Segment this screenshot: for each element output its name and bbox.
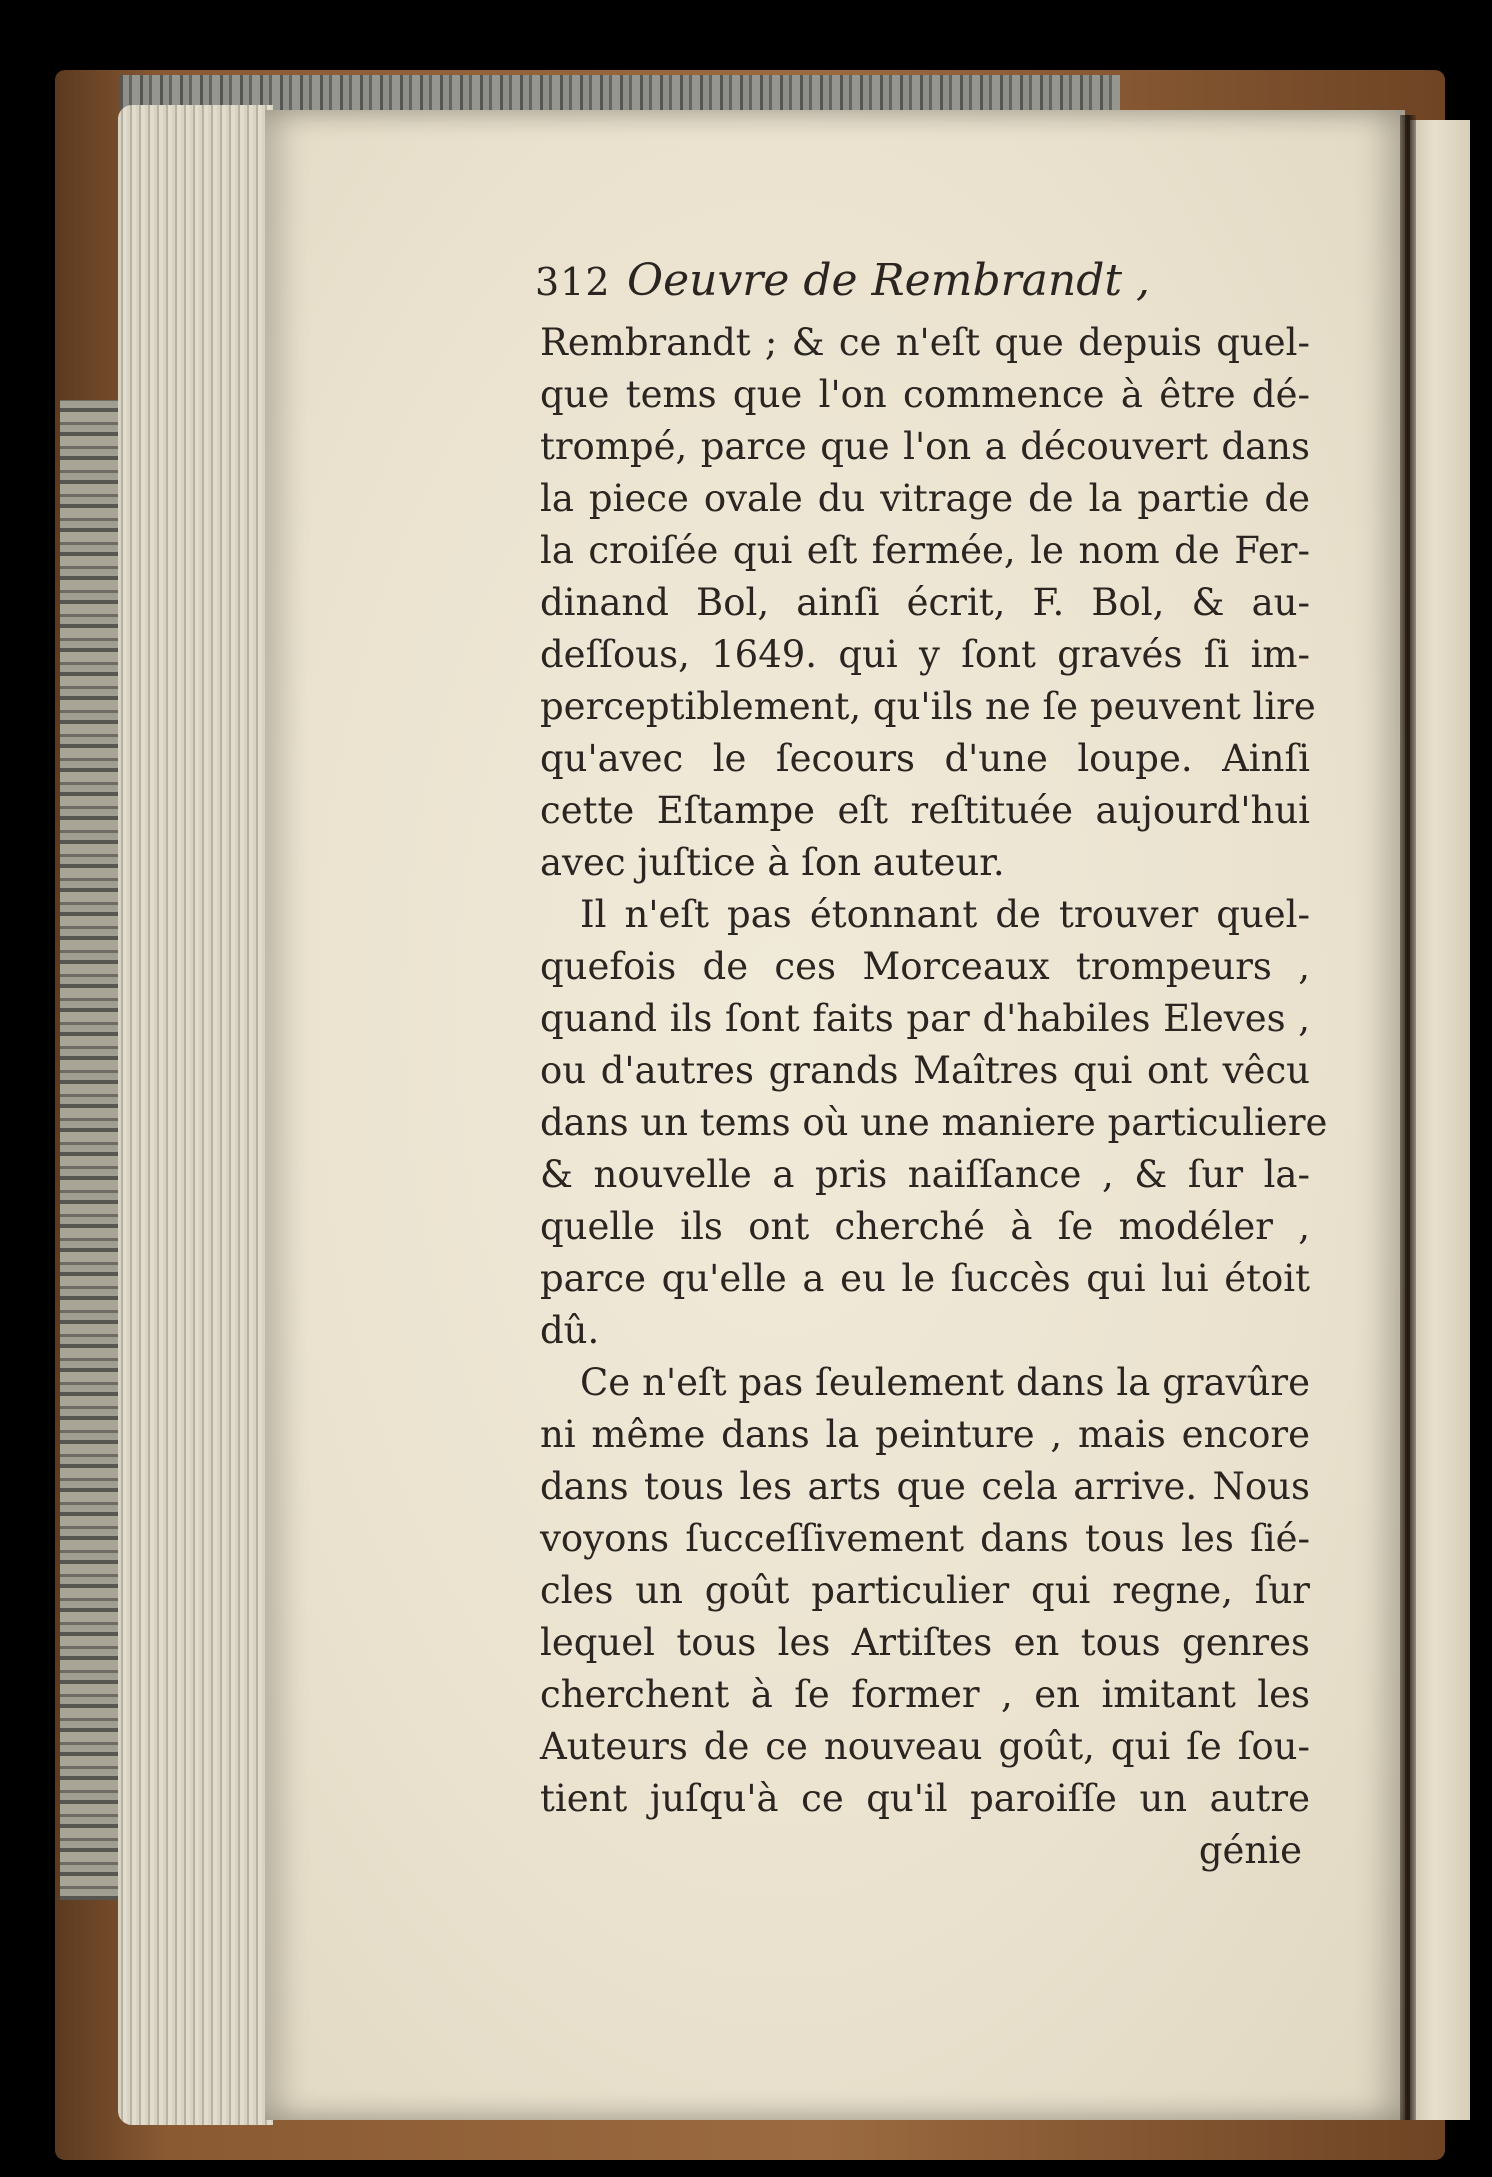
text-line: la croiſée qui eſt fermée, le nom de Fer- <box>540 529 1310 572</box>
text-line: dû. <box>540 1309 600 1352</box>
speckled-fore-edge <box>60 400 120 1900</box>
text-line: quelle ils ont cherché à ſe modéler , <box>540 1205 1310 1248</box>
text-line: qu'avec le ſecours d'une loupe. Ainſi <box>540 737 1310 780</box>
text-line: trompé, parce que l'on a découvert dans <box>540 425 1310 468</box>
text-line: cles un goût particulier qui regne, ſur <box>540 1569 1310 1612</box>
page-block-leaves <box>118 105 273 2125</box>
running-title: Oeuvre de Rembrandt , <box>627 255 1151 306</box>
text-line: quand ils ſont faits par d'habiles Eleves , <box>540 997 1310 1040</box>
book-gutter <box>1400 115 1416 2120</box>
text-line: perceptiblement, qu'ils ne ſe peuvent lire <box>540 685 1316 728</box>
text-line: lequel tous les Artiſtes en tous genres <box>540 1621 1310 1664</box>
catchword: génie <box>1198 1829 1302 1872</box>
text-line: quefois de ces Morceaux trompeurs , <box>540 945 1310 988</box>
paragraph-start-line: Il n'eſt pas étonnant de trouver quel- <box>580 893 1310 936</box>
text-line: dinand Bol, ainſi écrit, F. Bol, & au- <box>540 581 1310 624</box>
text-line: voyons ſucceſſivement dans tous les ſié- <box>540 1517 1310 1560</box>
text-line: ni même dans la peinture , mais encore <box>540 1413 1310 1456</box>
text-line: cette Eſtampe eſt reſtituée aujourd'hui <box>540 789 1310 832</box>
page-text-block <box>535 255 1328 1877</box>
text-line: parce qu'elle a eu le ſuccès qui lui étoit <box>540 1257 1310 1300</box>
text-line: & nouvelle a pris naiſſance , & ſur la- <box>540 1153 1310 1196</box>
text-line: cherchent à ſe former , en imitant les <box>540 1673 1310 1716</box>
text-line: avec juſtice à ſon auteur. <box>540 841 1005 884</box>
text-line: ou d'autres grands Maîtres qui ont vêcu <box>540 1049 1310 1092</box>
paragraph-start-line: Ce n'eſt pas ſeulement dans la gravûre <box>580 1361 1310 1404</box>
text-line: tient juſqu'à ce qu'il paroiſſe un autre <box>540 1777 1310 1820</box>
page-header <box>535 255 1310 317</box>
text-line: Rembrandt ; & ce n'eſt que depuis quel- <box>540 321 1310 364</box>
text-line: deſſous, 1649. qui y ſont gravés ſi im- <box>540 633 1310 676</box>
text-line: dans tous les arts que cela arrive. Nous <box>540 1465 1310 1508</box>
facing-page-edge <box>1410 120 1470 2120</box>
text-line: dans un tems où une maniere particuliere <box>540 1101 1328 1144</box>
text-line: que tems que l'on commence à être dé- <box>540 373 1310 416</box>
page-number: 312 <box>535 260 611 304</box>
text-line: la piece ovale du vitrage de la partie de <box>540 477 1310 520</box>
text-line: Auteurs de ce nouveau goût, qui ſe ſou- <box>540 1725 1310 1768</box>
